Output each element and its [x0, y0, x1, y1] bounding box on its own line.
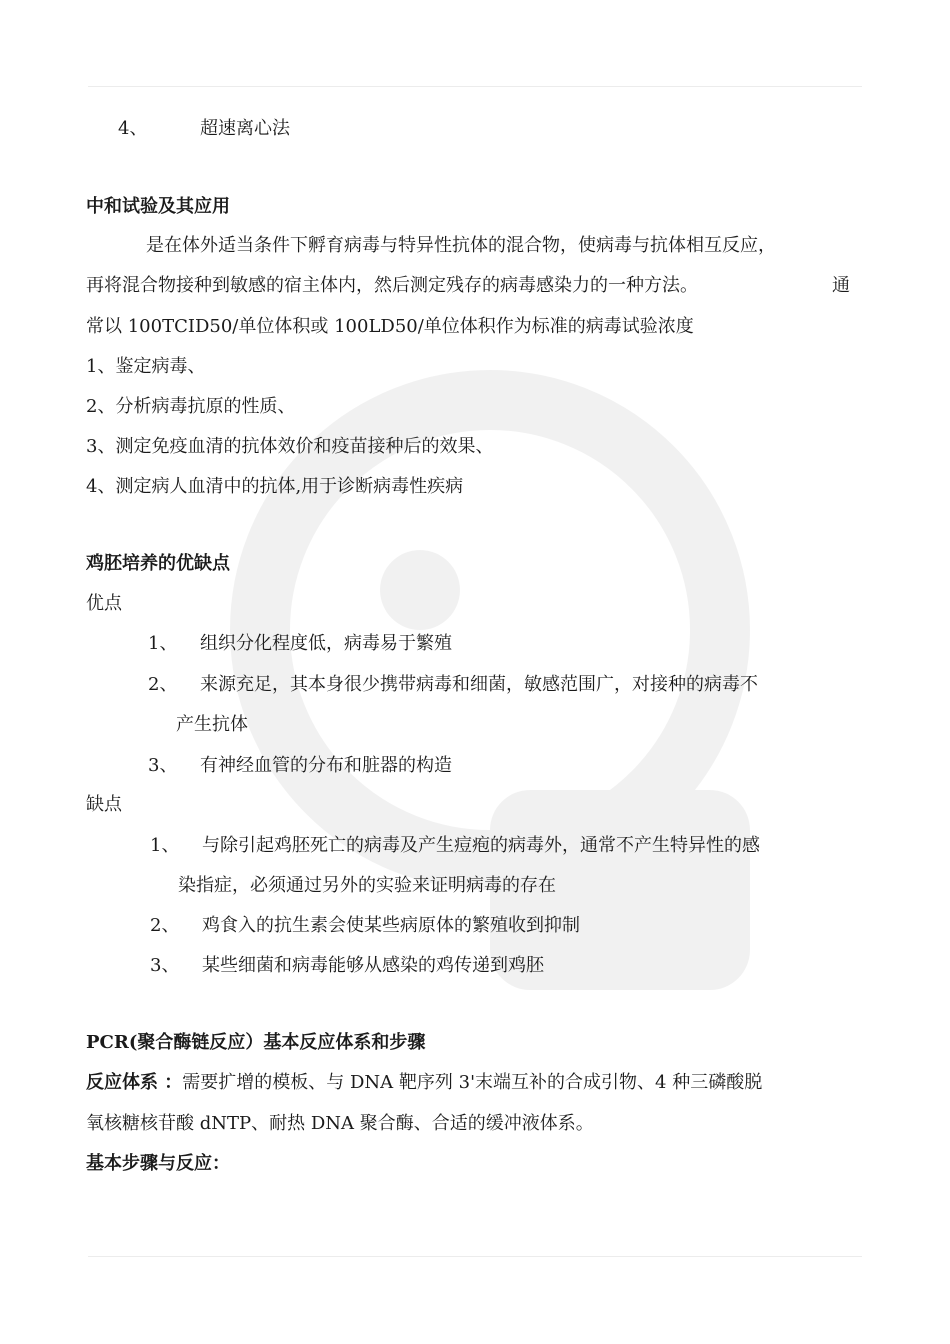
cons-label: 缺点	[86, 794, 122, 815]
list-text: 有神经血管的分布和脏器的构造	[200, 755, 452, 776]
pcr-system-label: 反应体系 ：	[86, 1072, 183, 1093]
list-item	[150, 914, 580, 938]
list-item	[150, 954, 544, 978]
list-number: 3、	[148, 755, 178, 776]
pcr-system-text: 需要扩增的模板、与 DNA 靶序列 3'末端互补的合成引物、4 种三磷酸脱	[182, 1072, 763, 1093]
list-number: 1、	[148, 633, 178, 654]
list-item: 2、分析病毒抗原的性质、	[86, 396, 296, 417]
paragraph-line: 是在体外适当条件下孵育病毒与特异性抗体的混合物，使病毒与抗体相互反应，	[146, 235, 776, 256]
header-rule	[88, 86, 862, 87]
list-item: 4、测定病人血清中的抗体,用于诊断病毒性疾病	[86, 476, 464, 497]
list-item: 1、鉴定病毒、	[86, 356, 206, 377]
list-number: 2、	[148, 674, 178, 695]
watermark-logo	[190, 330, 790, 1010]
list-number: 2、	[150, 915, 180, 936]
pcr-system-line	[86, 1071, 762, 1095]
list-text: 组织分化程度低，病毒易于繁殖	[200, 633, 452, 654]
list-item	[148, 632, 452, 656]
list-item: 3、测定免疫血清的抗体效价和疫苗接种后的效果、	[86, 436, 494, 457]
footer-rule	[88, 1256, 862, 1257]
list-item	[150, 834, 760, 858]
list-item	[118, 117, 290, 141]
list-number: 3、	[150, 955, 180, 976]
list-text: 来源充足，其本身很少携带病毒和细菌，敏感范围广，对接种的病毒不	[200, 674, 758, 695]
list-text-continuation: 染指症，必须通过另外的实验来证明病毒的存在	[178, 875, 556, 896]
section-heading-egg-embryo: 鸡胚培养的优缺点	[86, 553, 230, 574]
pcr-steps-label: 基本步骤与反应：	[86, 1153, 230, 1174]
list-text: 与除引起鸡胚死亡的病毒及产生痘疱的病毒外，通常不产生特异性的感	[202, 835, 760, 856]
list-text-continuation: 产生抗体	[176, 714, 248, 735]
list-text: 鸡食入的抗生素会使某些病原体的繁殖收到抑制	[202, 915, 580, 936]
section-heading-neutralization: 中和试验及其应用	[86, 196, 230, 217]
list-number: 4、	[118, 118, 148, 139]
section-heading-pcr: PCR(聚合酶链反应）基本反应体系和步骤	[86, 1032, 426, 1053]
list-item	[148, 754, 452, 778]
pcr-system-line: 氧核糖核苷酸 dNTP、耐热 DNA 聚合酶、合适的缓冲液体系。	[86, 1113, 594, 1134]
list-text: 某些细菌和病毒能够从感染的鸡传递到鸡胚	[202, 955, 544, 976]
list-number: 1、	[150, 835, 180, 856]
pros-label: 优点	[86, 593, 122, 614]
paragraph-line-tail: 通	[832, 275, 850, 296]
list-text: 超速离心法	[200, 118, 290, 139]
paragraph-line: 再将混合物接种到敏感的宿主体内，然后测定残存的病毒感染力的一种方法。	[86, 275, 698, 296]
list-item	[148, 673, 758, 697]
paragraph-line: 常以 100TCID50/单位体积或 100LD50/单位体积作为标准的病毒试验浓度	[86, 316, 694, 337]
